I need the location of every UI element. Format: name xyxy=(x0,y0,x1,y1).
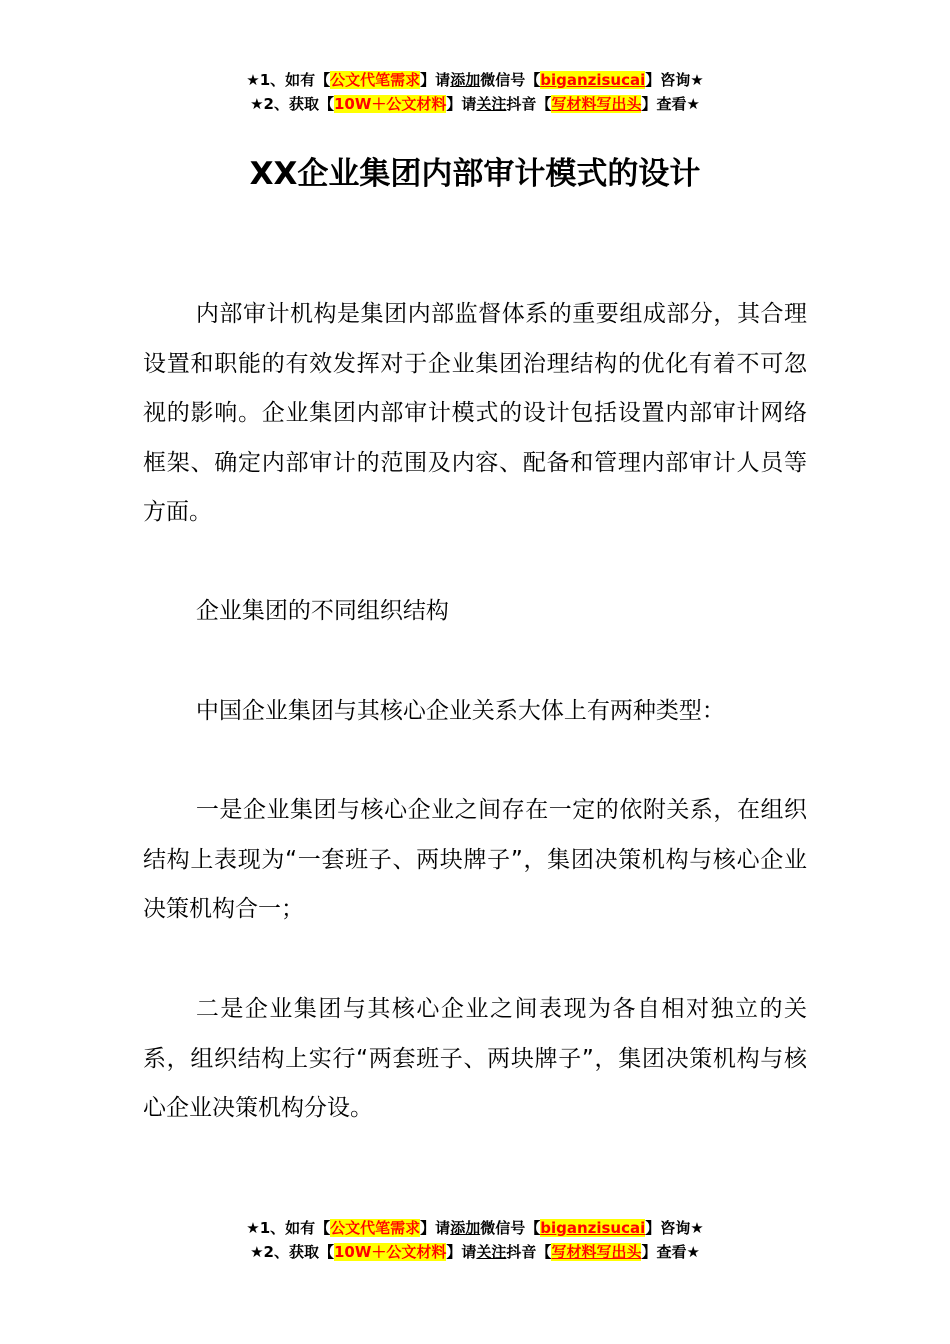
promo-text: 】请 xyxy=(446,1243,477,1261)
promo-underlined: 添加 xyxy=(450,1219,481,1237)
promo-text: 】请 xyxy=(446,95,477,113)
promo-highlight: 10W＋公文材料 xyxy=(333,95,447,113)
promo-banner-top xyxy=(0,68,950,116)
promo-highlight: 公文代笔需求 xyxy=(330,1219,421,1237)
section-heading: 企业集团的不同组织结构 xyxy=(195,598,449,624)
paragraph-types: 中国企业集团与其核心企业关系大体上有两种类型： xyxy=(195,698,725,724)
promo-highlight: 公文代笔需求 xyxy=(330,71,421,89)
promo-highlight: 10W＋公文材料 xyxy=(333,1243,447,1261)
promo-text: 】咨询★ xyxy=(645,71,704,89)
promo-text: 】咨询★ xyxy=(645,1219,704,1237)
paragraph-intro: 内部审计机构是集团内部监督体系的重要组成部分，其合理设置和职能的有效发挥对于企业集团治理结构的优化有着不可忽视的影响。企业集团内部审计模式的设计包括设置内部审计网络框架、确定内部审计的范围及内容、配备和管理内部审计人员等方面。 xyxy=(143,301,807,525)
promo-text: 】查看★ xyxy=(641,1243,700,1261)
promo-underlined: 添加 xyxy=(450,71,481,89)
wechat-id-link[interactable]: biganzisucai xyxy=(540,1219,646,1237)
promo-text: ★2、获取【 xyxy=(250,95,334,113)
paragraph-type-one: 一是企业集团与核心企业之间存在一定的依附关系，在组织结构上表现为“一套班子、两块牌子”，集团决策机构与核心企业决策机构合一； xyxy=(143,797,807,922)
douyin-account-link[interactable]: 写材料写出头 xyxy=(551,95,642,113)
promo-underlined: 关注 xyxy=(476,1243,507,1261)
promo-text: 】查看★ xyxy=(641,95,700,113)
promo-text: ★2、获取【 xyxy=(250,1243,334,1261)
promo-underlined: 关注 xyxy=(476,95,507,113)
promo-text: 】请 xyxy=(420,71,451,89)
promo-line-1 xyxy=(0,68,950,92)
promo-text: 微信号【 xyxy=(480,1219,541,1237)
promo-text: 微信号【 xyxy=(480,71,541,89)
promo-line-1 xyxy=(0,1216,950,1240)
douyin-account-link[interactable]: 写材料写出头 xyxy=(551,1243,642,1261)
promo-banner-bottom xyxy=(0,1216,950,1264)
promo-text: 抖音【 xyxy=(506,1243,552,1261)
promo-text: 抖音【 xyxy=(506,95,552,113)
promo-line-2 xyxy=(0,1240,950,1264)
promo-text: ★1、如有【 xyxy=(246,71,331,89)
paragraph-type-two: 二是企业集团与其核心企业之间表现为各自相对独立的关系，组织结构上实行“两套班子、两块牌子”，集团决策机构与核心企业决策机构分设。 xyxy=(143,996,807,1121)
promo-line-2 xyxy=(0,92,950,116)
document-title: XX企业集团内部审计模式的设计 xyxy=(249,156,701,192)
wechat-id-link[interactable]: biganzisucai xyxy=(540,71,646,89)
promo-text: ★1、如有【 xyxy=(246,1219,331,1237)
promo-text: 】请 xyxy=(420,1219,451,1237)
